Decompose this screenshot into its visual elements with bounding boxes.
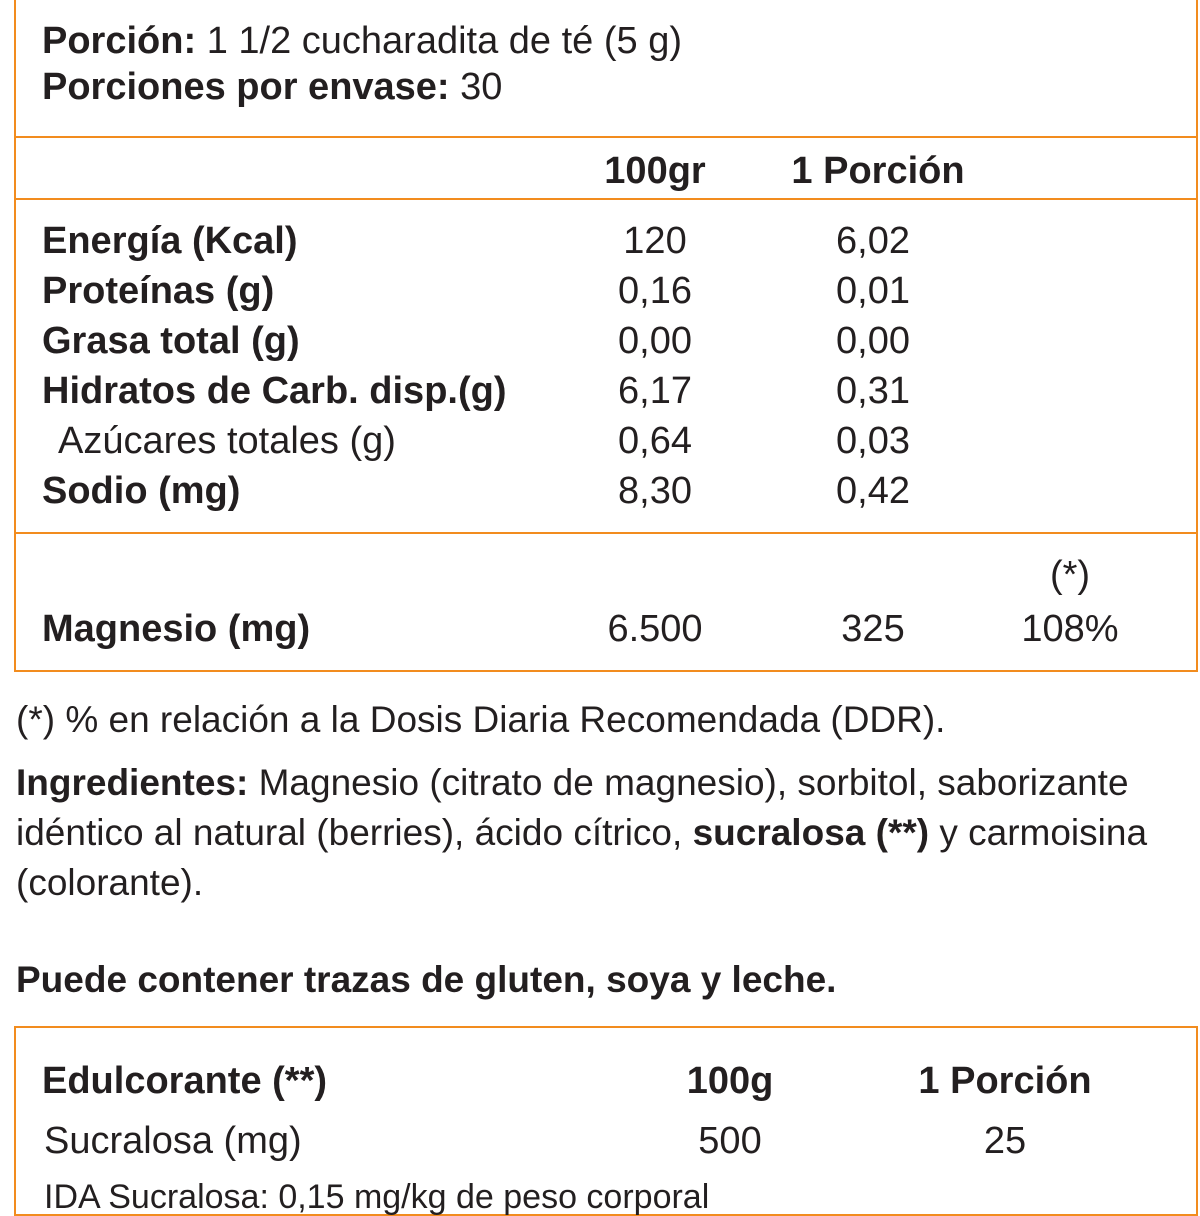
divider-header-bottom bbox=[14, 198, 1198, 200]
mineral-value-100g: 6.500 bbox=[607, 608, 703, 650]
nutrient-value-100g: 0,64 bbox=[618, 420, 692, 462]
mineral-value-portion: 325 bbox=[841, 608, 905, 650]
serving-size-label: Porción: bbox=[42, 20, 197, 62]
nutrient-value-portion: 6,02 bbox=[836, 220, 910, 262]
divider-header-top bbox=[14, 136, 1198, 138]
ida-note: IDA Sucralosa: 0,15 mg/kg de peso corporal bbox=[44, 1178, 710, 1216]
ingredients-text: y carmoisina bbox=[939, 812, 1148, 853]
column-header-portion: 1 Porción bbox=[791, 150, 965, 192]
nutrient-value-portion: 0,00 bbox=[836, 320, 910, 362]
ddr-percent: 108% bbox=[1021, 608, 1119, 650]
ingredients-text: Magnesio (citrato de magnesio), sorbitol, saborizante bbox=[258, 762, 1129, 803]
sweetener-row-100g: 500 bbox=[698, 1120, 762, 1162]
servings-per-container-value: 30 bbox=[460, 66, 503, 108]
nutrient-label: Grasa total (g) bbox=[42, 320, 300, 362]
nutrient-label: Proteínas (g) bbox=[42, 270, 275, 312]
nutrient-value-100g: 120 bbox=[623, 220, 687, 262]
ingredients-text: idéntico al natural (berries), ácido cítrico, bbox=[16, 812, 683, 853]
sweetener-column-100g: 100g bbox=[686, 1060, 774, 1102]
nutrient-value-portion: 0,42 bbox=[836, 470, 910, 512]
ingredients-highlight: sucralosa (**) bbox=[692, 812, 930, 853]
servings-per-container-label: Porciones por envase: bbox=[42, 66, 450, 108]
ddr-footnote: (*) % en relación a la Dosis Diaria Recomendada (DDR). bbox=[16, 699, 946, 740]
nutrient-value-100g: 6,17 bbox=[618, 370, 692, 412]
sweetener-row-label: Sucralosa (mg) bbox=[44, 1120, 302, 1162]
serving-size-value: 1 1/2 cucharadita de té (5 g) bbox=[206, 20, 682, 62]
sweetener-row-portion: 25 bbox=[983, 1120, 1027, 1162]
nutrient-label: Hidratos de Carb. disp.(g) bbox=[42, 370, 507, 412]
sweetener-column-portion: 1 Porción bbox=[918, 1060, 1092, 1102]
nutrient-value-portion: 0,03 bbox=[836, 420, 910, 462]
nutrient-value-100g: 0,16 bbox=[618, 270, 692, 312]
nutrient-label: Energía (Kcal) bbox=[42, 220, 298, 262]
sweetener-header-label: Edulcorante (**) bbox=[42, 1060, 328, 1102]
nutrient-label-sub: Azúcares totales (g) bbox=[58, 420, 396, 462]
ingredients-label: Ingredientes: bbox=[16, 762, 249, 803]
nutrient-value-100g: 0,00 bbox=[618, 320, 692, 362]
column-header-100g: 100gr bbox=[604, 150, 706, 192]
ingredients-line-3: (colorante). bbox=[16, 862, 204, 903]
ddr-marker: (*) bbox=[1049, 554, 1091, 596]
allergens-warning: Puede contener trazas de gluten, soya y leche. bbox=[16, 959, 837, 1000]
nutrient-value-portion: 0,01 bbox=[836, 270, 910, 312]
nutrient-value-100g: 8,30 bbox=[618, 470, 692, 512]
nutrient-label: Sodio (mg) bbox=[42, 470, 241, 512]
mineral-label: Magnesio (mg) bbox=[42, 608, 311, 650]
serving-size bbox=[42, 22, 682, 60]
ingredients-line-2 bbox=[16, 808, 1147, 858]
divider-mineral bbox=[14, 532, 1198, 534]
ingredients-line-1 bbox=[16, 758, 1129, 808]
servings-per-container bbox=[42, 68, 502, 106]
nutrient-value-portion: 0,31 bbox=[836, 370, 910, 412]
